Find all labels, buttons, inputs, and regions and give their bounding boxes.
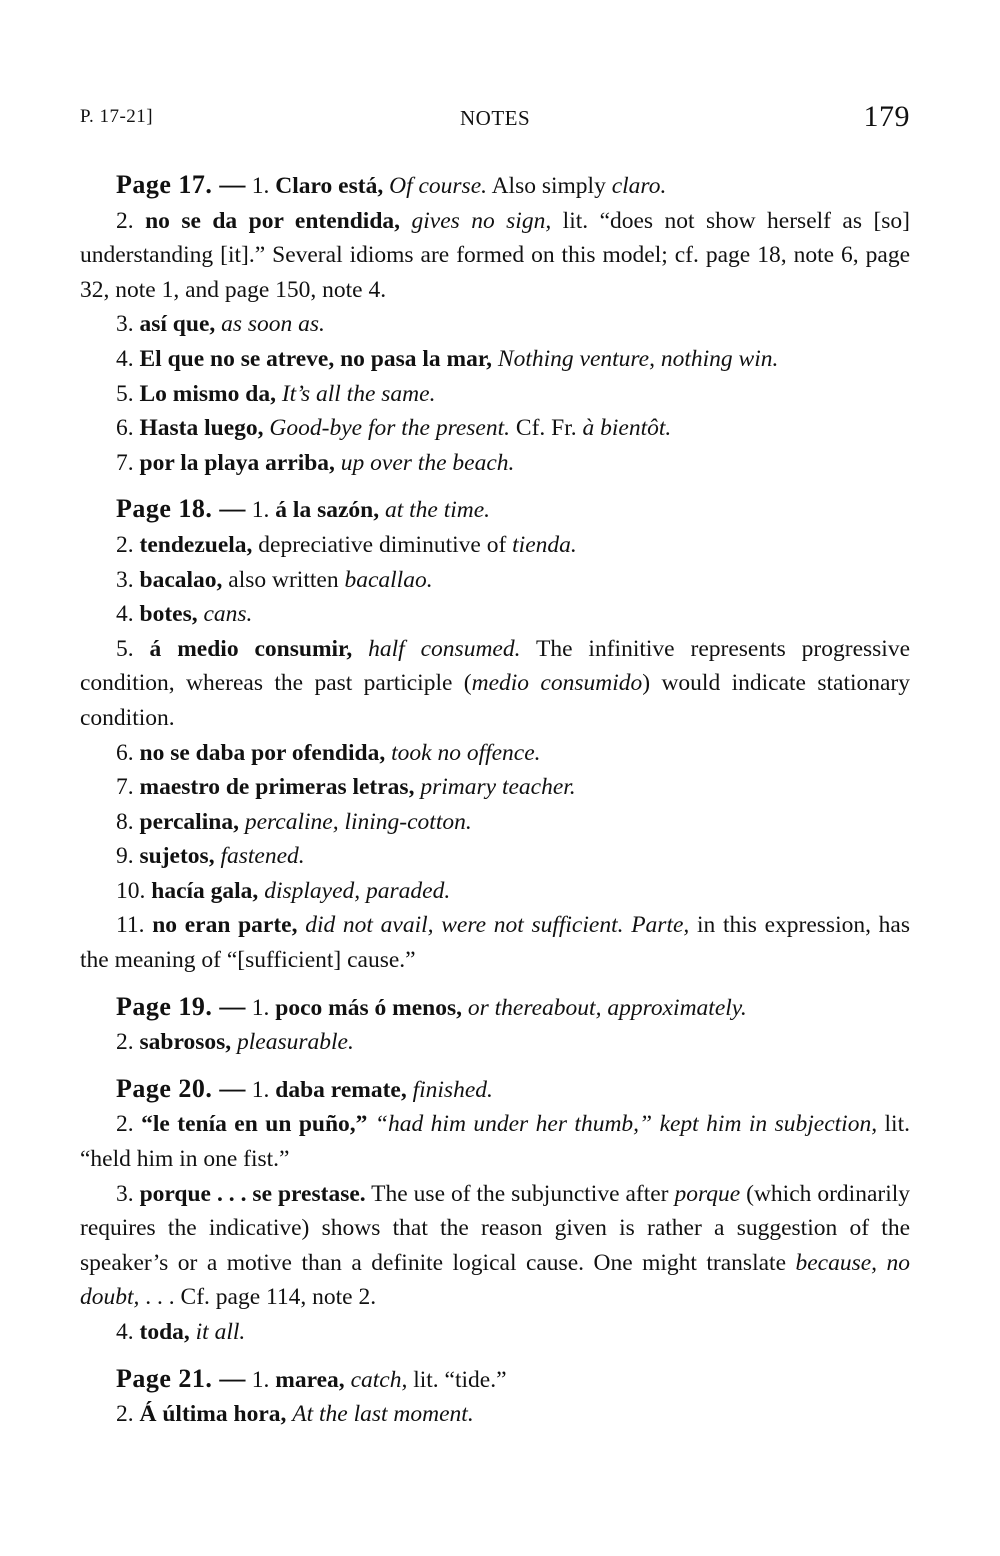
note-number: 2.	[116, 1029, 134, 1056]
translation-text: tienda.	[512, 531, 577, 558]
translation-text: or thereabout, approximately.	[467, 994, 747, 1021]
note-text	[367, 1111, 374, 1137]
spanish-phrase: tendezuela,	[139, 531, 253, 558]
translation-text: pleasurable.	[237, 1029, 354, 1056]
spanish-phrase: Claro está,	[275, 173, 384, 199]
note-entry	[80, 168, 910, 204]
translation-text: displayed, paraded.	[264, 877, 451, 904]
spanish-phrase: sabrosos,	[139, 1029, 232, 1056]
running-title: NOTES	[460, 106, 531, 130]
note-entry	[80, 1397, 910, 1432]
note-number: 5.	[116, 635, 134, 662]
notes-body	[80, 168, 910, 1432]
note-number: 4.	[116, 601, 134, 628]
note-text: Cf. Fr.	[510, 415, 583, 442]
note-text	[352, 636, 368, 662]
notes-section	[80, 168, 910, 480]
spanish-phrase: por la playa arriba,	[139, 449, 335, 476]
translation-text: catch,	[350, 1366, 408, 1393]
spanish-phrase: Á última hora,	[139, 1401, 287, 1428]
spanish-phrase: no eran parte,	[152, 912, 298, 939]
spanish-phrase: bacalao,	[139, 566, 223, 593]
note-text	[400, 208, 411, 234]
note-number: 3.	[116, 566, 134, 593]
spanish-phrase: poco más ó menos,	[275, 994, 462, 1021]
translation-text: at the time.	[384, 497, 491, 524]
translation-text: porque	[674, 1180, 741, 1207]
note-text: in this expression, has the meaning of “[sufficient] cause.”	[80, 912, 911, 974]
translation-text: because, no doubt,	[80, 1249, 910, 1311]
note-text: The infinitive represents progressive condition, whereas the past participle (	[80, 635, 911, 697]
translation-text: At the last moment.	[292, 1401, 474, 1428]
note-entry	[80, 839, 910, 874]
note-number: 8.	[116, 808, 134, 835]
note-number: 6.	[116, 415, 134, 442]
note-text: (which ordinarily requires the indicative) shows that the reason given is rather a suggestion of the speaker’s or a motive than a definite logical cause. One might translate	[80, 1180, 911, 1276]
note-entry	[80, 874, 910, 909]
note-entry	[80, 204, 910, 308]
note-number: 10.	[116, 877, 146, 904]
note-entry	[80, 377, 910, 412]
note-number: 3.	[116, 1180, 134, 1207]
spanish-phrase: marea,	[275, 1366, 345, 1393]
note-entry	[80, 736, 910, 771]
note-number: 9.	[116, 843, 134, 870]
translation-text: it all.	[195, 1319, 246, 1345]
spanish-phrase: no se daba por ofendida,	[139, 739, 386, 766]
note-text: lit. “tide.”	[407, 1366, 507, 1393]
note-entry	[80, 770, 910, 805]
note-entry	[80, 1362, 910, 1398]
note-number: 2.	[116, 531, 134, 558]
note-entry	[80, 1025, 910, 1060]
page-range: P. 17-21]	[80, 106, 154, 127]
translation-text: did not avail, were not sufficient.	[305, 912, 624, 939]
note-entry	[80, 1177, 910, 1315]
spanish-phrase: sujetos,	[139, 843, 215, 870]
translation-text: Nothing venture, nothing win.	[497, 345, 779, 372]
translation-text: medio consumido	[471, 670, 643, 697]
translation-text: cans.	[203, 601, 253, 628]
translation-text: Parte,	[631, 912, 690, 939]
notes-section	[80, 1362, 910, 1432]
note-number: 2.	[116, 207, 134, 234]
note-number: 5.	[116, 380, 134, 407]
note-text: The use of the subjunctive after	[365, 1180, 675, 1207]
notes-section	[80, 990, 910, 1060]
note-text: lit. “held him in one fist.”	[80, 1111, 910, 1173]
translation-text: Good-bye for the present.	[269, 415, 511, 442]
note-text: depreciative diminutive of	[252, 531, 513, 558]
note-entry	[80, 492, 910, 528]
translation-text: Of course.	[389, 173, 487, 199]
translation-text: finished.	[412, 1076, 493, 1103]
note-number: 7.	[116, 774, 134, 801]
translation-text: It’s all the same.	[281, 380, 436, 407]
note-entry	[80, 307, 910, 342]
notes-section	[80, 1072, 910, 1350]
note-entry	[80, 805, 910, 840]
spanish-phrase: El que no se atreve, no pasa la mar,	[139, 345, 493, 372]
notes-section	[80, 492, 910, 977]
note-entry	[80, 1072, 910, 1108]
spanish-phrase: á la sazón,	[275, 497, 380, 524]
note-number: 1.	[251, 173, 270, 199]
section-page-label: Page 18. —	[116, 494, 246, 524]
note-entry	[80, 908, 910, 977]
note-entry	[80, 632, 910, 736]
note-number: 1.	[251, 497, 270, 524]
note-entry	[80, 411, 910, 446]
spanish-phrase: porque . . . se prestase.	[139, 1180, 366, 1207]
translation-text: “had him under her thumb,” kept him in subjection,	[374, 1111, 878, 1138]
note-entry	[80, 990, 910, 1026]
note-number: 3.	[116, 311, 134, 338]
note-number: 11.	[116, 912, 145, 939]
note-text: also written	[222, 566, 345, 593]
note-number: 1.	[251, 1076, 270, 1103]
running-header	[80, 100, 910, 140]
translation-text: bacallao.	[344, 566, 433, 593]
note-number: 4.	[116, 345, 134, 372]
spanish-phrase: Lo mismo da,	[139, 380, 276, 407]
note-entry	[80, 446, 910, 481]
translation-text: half consumed.	[368, 635, 521, 662]
note-number: 1.	[251, 994, 270, 1021]
note-number: 6.	[116, 739, 134, 766]
spanish-phrase: “le tenía en un puño,”	[141, 1111, 368, 1138]
note-entry	[80, 1315, 910, 1350]
translation-text: took no offence.	[391, 739, 541, 766]
translation-text: claro.	[611, 173, 667, 199]
spanish-phrase: no se da por entendida,	[145, 207, 401, 234]
note-number: 1.	[251, 1366, 270, 1393]
note-text: ) would indicate stationary condition.	[80, 670, 911, 731]
translation-text: fastened.	[220, 843, 305, 870]
note-number: 7.	[116, 449, 134, 476]
spanish-phrase: á medio consumir,	[149, 635, 353, 662]
note-number: 2.	[116, 1111, 134, 1138]
note-entry	[80, 528, 910, 563]
translation-text: up over the beach.	[340, 449, 515, 476]
note-text: lit. “does not show herself as [so] understanding [it].” Several idioms are formed on this model; cf. page 18, note 6, page 32, note 1, and page 150, note 4.	[80, 207, 911, 303]
translation-text: primary teacher.	[420, 774, 576, 801]
translation-text: gives no sign,	[411, 207, 552, 234]
spanish-phrase: botes,	[139, 601, 198, 628]
note-entry	[80, 597, 910, 632]
section-page-label: Page 17. —	[116, 170, 246, 199]
note-entry	[80, 563, 910, 598]
note-number: 4.	[116, 1319, 134, 1345]
translation-text: percaline, lining-cotton.	[244, 808, 472, 835]
spanish-phrase: así que,	[139, 311, 216, 338]
section-page-label: Page 20. —	[116, 1073, 246, 1103]
note-entry	[80, 342, 910, 377]
spanish-phrase: toda,	[139, 1319, 190, 1345]
spanish-phrase: maestro de primeras letras,	[139, 774, 415, 801]
note-number: 2.	[116, 1401, 134, 1428]
section-page-label: Page 19. —	[116, 991, 246, 1021]
page-number: 179	[863, 100, 910, 133]
note-entry	[80, 1107, 910, 1176]
spanish-phrase: Hasta luego,	[139, 415, 264, 442]
note-text: . . . Cf. page 114, note 2.	[139, 1284, 377, 1311]
note-text: Also simply	[487, 173, 612, 199]
translation-text: as soon as.	[221, 311, 325, 338]
translation-text: à bientôt.	[582, 415, 672, 442]
spanish-phrase: daba remate,	[275, 1076, 407, 1103]
spanish-phrase: hacía gala,	[151, 877, 259, 904]
spanish-phrase: percalina,	[139, 808, 239, 835]
book-page	[80, 100, 910, 1432]
section-page-label: Page 21. —	[116, 1363, 246, 1393]
